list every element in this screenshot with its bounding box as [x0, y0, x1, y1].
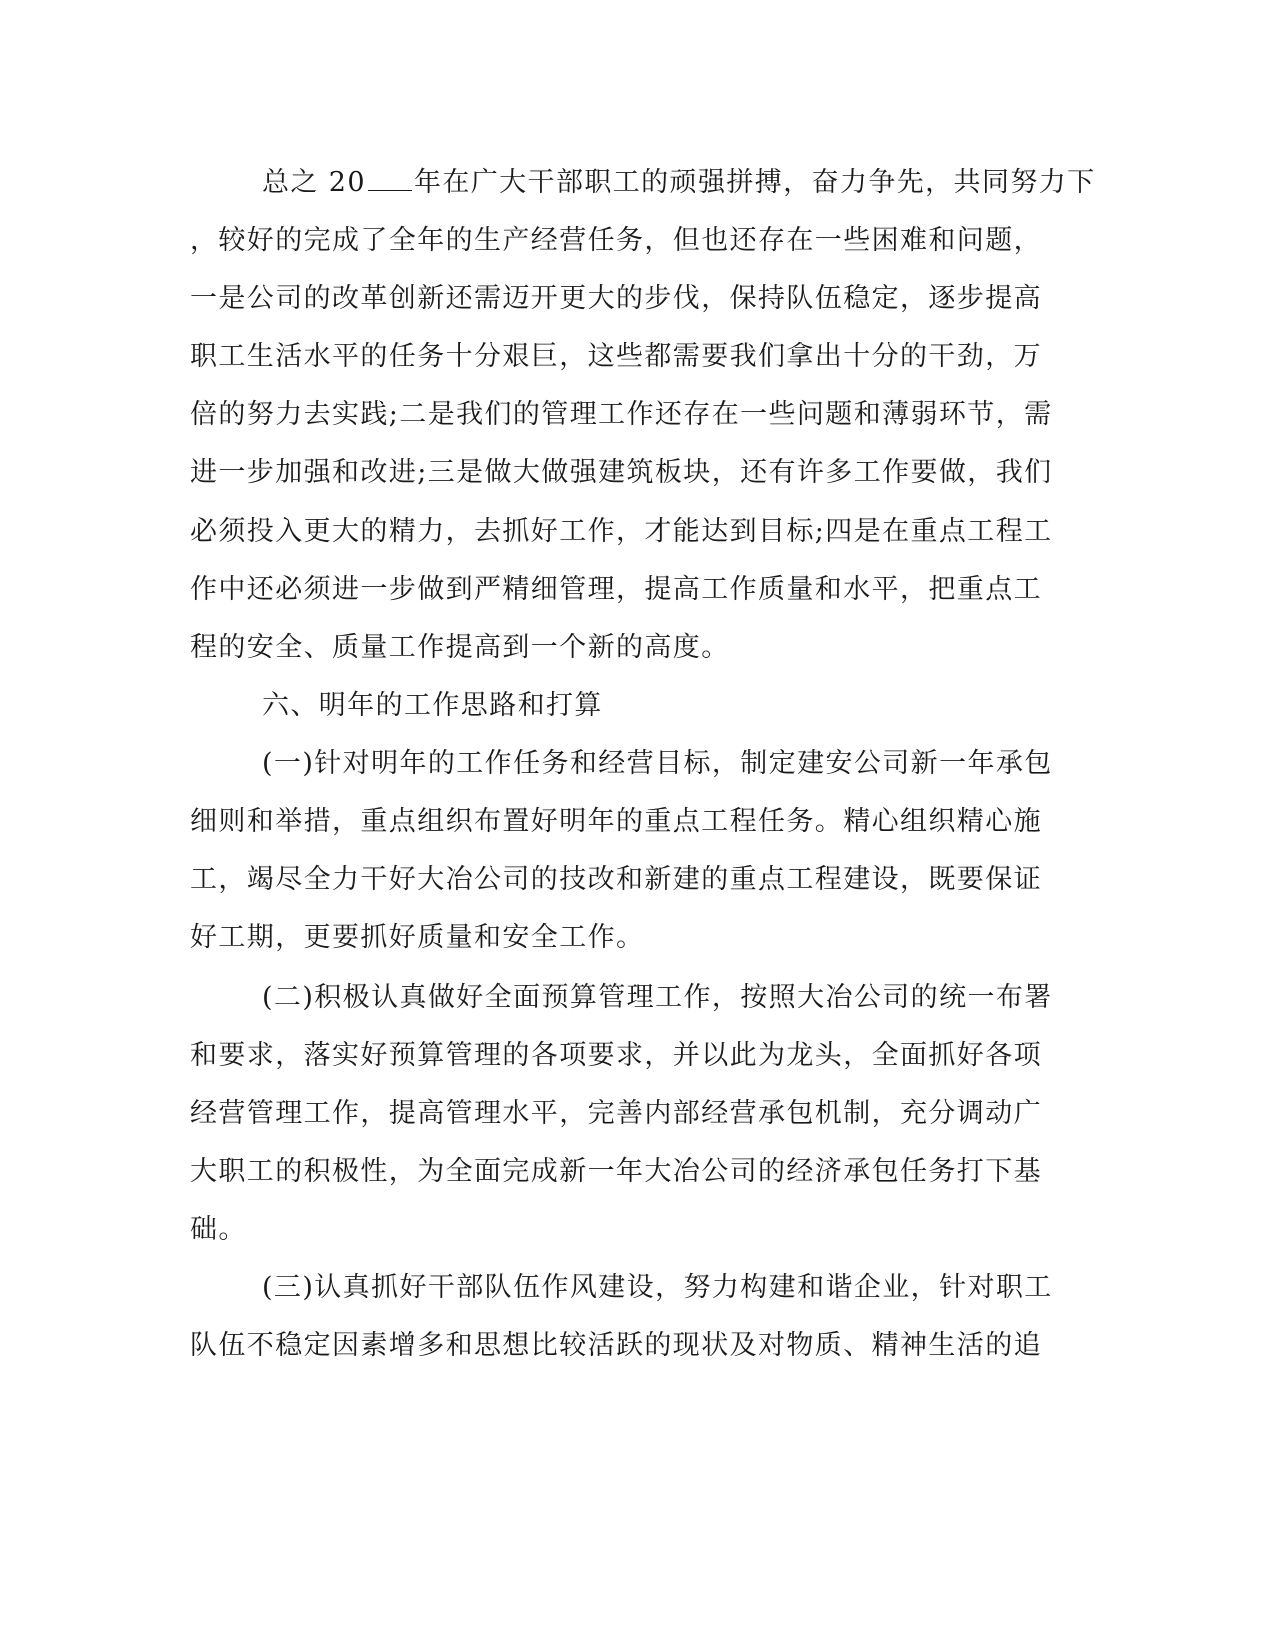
paragraph-line: 经营管理工作，提高管理水平，完善内部经营承包机制，充分调动广: [190, 1098, 1042, 1129]
paragraph-line: 倍的努力去实践;二是我们的管理工作还存在一些问题和薄弱环节，需: [190, 399, 1053, 430]
paragraph-line: 必须投入更大的精力，去抓好工作，才能达到目标;四是在重点工程工: [190, 516, 1053, 547]
paragraph-line: 总之 20 年在广大干部职工的顽强拼搏，奋力争先，共同努力下: [262, 167, 1096, 198]
paragraph-line: 作中还必须进一步做到严精细管理，提高工作质量和水平，把重点工: [190, 574, 1042, 605]
paragraph-line: (一)针对明年的工作任务和经营目标，制定建安公司新一年承包: [262, 748, 1053, 779]
paragraph-line: 础。: [190, 1214, 247, 1245]
paragraph-line: 队伍不稳定因素增多和思想比较活跃的现状及对物质、精神生活的追: [190, 1330, 1042, 1361]
paragraph-line: (二)积极认真做好全面预算管理工作，按照大冶公司的统一布署: [262, 982, 1053, 1013]
paragraph-line: ，较好的完成了全年的生产经营任务，但也还存在一些困难和问题，: [190, 225, 1042, 256]
paragraph-line: 工，竭尽全力干好大冶公司的技改和新建的重点工程建设，既要保证: [190, 864, 1042, 895]
paragraph-line: 职工生活水平的任务十分艰巨，这些都需要我们拿出十分的干劲，万: [190, 341, 1042, 372]
paragraph-line: 大职工的积极性，为全面完成新一年大冶公司的经济承包任务打下基: [190, 1156, 1042, 1187]
paragraph-line: (三)认真抓好干部队伍作风建设，努力构建和谐企业，针对职工: [262, 1272, 1053, 1303]
paragraph-line: 进一步加强和改进;三是做大做强建筑板块，还有许多工作要做，我们: [190, 457, 1053, 488]
paragraph-line: 和要求，落实好预算管理的各项要求，并以此为龙头，全面抓好各项: [190, 1040, 1042, 1071]
paragraph-line: 程的安全、质量工作提高到一个新的高度。: [190, 632, 730, 663]
fill-blank: [368, 168, 412, 191]
paragraph-line: 一是公司的改革创新还需迈开更大的步伐，保持队伍稳定，逐步提高: [190, 283, 1042, 314]
paragraph-line: 细则和举措，重点组织布置好明年的重点工程任务。精心组织精心施: [190, 806, 1042, 837]
section-heading: 六、明年的工作思路和打算: [262, 690, 603, 721]
paragraph-line: 好工期，更要抓好质量和安全工作。: [190, 922, 645, 953]
